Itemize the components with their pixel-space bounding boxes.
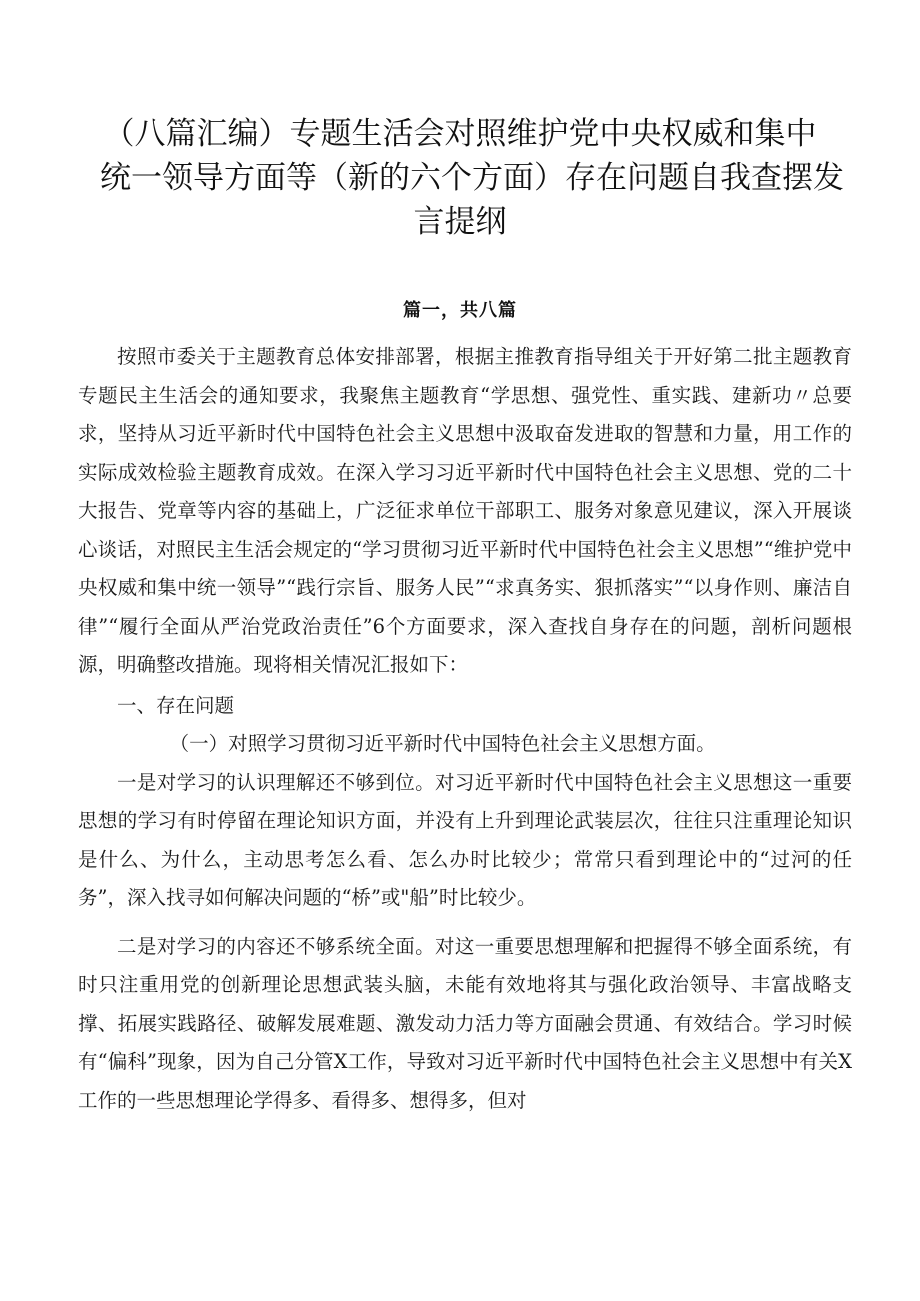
title-line: 言提纲 — [413, 204, 507, 240]
body-paragraph: 二是对学习的内容还不够系统全面。对这一重要思想理解和把握得不够全面系统，有时只注重用党的创新理论思想武装头脑，未能有效地将其与强化政治领导、丰富战略支撑、拓展实践路径、破解发展难题、激发动力活力等方面融会贯通、有效结合。学习时候有“偏科”现象，因为自己分管X工作，导致对习近平新时代中国特色社会主义思想中有关X工作的一些思想理论学得多、看得多、想得多，但对 — [78, 934, 852, 1112]
document-title — [100, 112, 844, 244]
body-paragraph: 一是对学习的认识理解还不够到位。对习近平新时代中国特色社会主义思想这一重要思想的学习有时停留在理论知识方面，并没有上升到理论武装层次，往往只注重理论知识是什么、为什么，主动思考怎么看、怎么办时比较少；常常只看到理论中的“过河的任务”，深入找寻如何解决问题的“桥”或"船”时比较少。 — [78, 770, 852, 909]
section-subtitle: 篇一，共八篇 — [403, 300, 517, 321]
document-body — [78, 338, 852, 1120]
subsection-heading: （一）对照学习贯彻习近平新时代中国特色社会主义思想方面。 — [169, 732, 716, 755]
section-heading: 一、存在问题 — [117, 693, 235, 717]
title-line: （八篇汇编）专题生活会对照维护党中央权威和集中 — [103, 116, 817, 152]
title-line: 统一领导方面等（新的六个方面）存在问题自我查摆发 — [100, 160, 844, 196]
intro-paragraph: 按照市委关于主题教育总体安排部署，根据主推教育指导组关于开好第二批主题教育专题民主生活会的通知要求，我聚焦主题教育“学思想、强党性、重实践、建新功〃总要求，坚持从习近平新时代中国特色社会主义思想中汲取奋发进取的智慧和力量，用工作的实际成效检验主题教育成效。在深入学习习近平新时代中国特色社会主义思想、党的二十大报告、党章等内容的基础上，广泛征求单位干部职工、服务对象意见建议，深入开展谈心谈话，对照民主生活会规定的“学习贯彻习近平新时代中国特色社会主义思想”“维护党中央权威和集中统一领导”“践行宗旨、服务人民”“求真务实、狠抓落实”“以身作则、廉洁自律”“履行全面从严治党政治责任”6个方面要求，深入查找自身存在的问题，剖析问题根源，明确整改措施。现将相关情况汇报如下： — [78, 345, 852, 676]
